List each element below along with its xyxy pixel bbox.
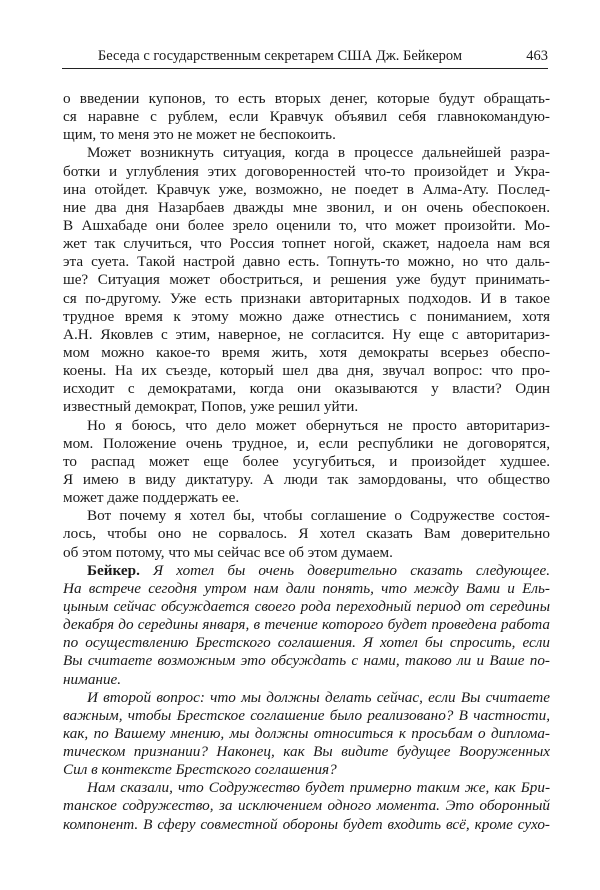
page-body-text [63, 90, 550, 834]
text-line [63, 126, 550, 144]
text-line [63, 616, 550, 634]
text-line-content: ше? Ситуация может обостриться, и решения уже будут принимать- [63, 271, 550, 289]
running-header [62, 46, 548, 69]
text-line-content: ся наравне с рублем, если Кравчук объявил себя главнокомандую- [63, 108, 550, 126]
speaker-name: Бейкер. [87, 561, 140, 579]
text-line [63, 598, 550, 616]
text-line [63, 652, 550, 670]
text-line [63, 308, 550, 326]
text-line-content: мом можно какое-то время жить, хотя демократы всерьез обеспо- [63, 343, 550, 361]
text-line-content: то распад может еще более усугубиться, и произойдет худшее. [63, 452, 550, 470]
text-line [63, 816, 550, 834]
text-line-content: компонент. В сферу совместной обороны будет входить всё, кроме сухо- [63, 815, 550, 833]
text-line-content: как, по Вашему мнению, мы должны относиться к просьбам о диплома- [63, 724, 550, 742]
text-line-content: Нам сказали, что Содружество будет примерно таким же, как Бри- [87, 779, 550, 797]
text-line-content: трудное время к этому можно даже отнестись с пониманием, хотя [63, 307, 550, 325]
text-line-content: щим, то меня это не может не беспокоить. [63, 126, 336, 144]
text-line-content: декабря до середины января, в течение которого будет проведена работа [63, 616, 550, 634]
text-line [63, 453, 550, 471]
text-line [63, 580, 550, 598]
text-line [63, 253, 550, 271]
text-line-content: Я хотел бы очень доверительно сказать следующее. [139, 561, 550, 579]
text-line [63, 507, 550, 525]
text-line [63, 163, 550, 181]
text-line [63, 797, 550, 815]
text-line-content: цыным сейчас обсуждается своего рода переходный период от середины [63, 597, 550, 615]
text-line [63, 344, 550, 362]
text-line [63, 725, 550, 743]
text-line [63, 217, 550, 235]
text-line-content: важным, чтобы Брестское соглашение было реализовано? В частности, [63, 706, 550, 724]
text-line-content: Вы считаете возможным это обсуждать с нами, таково ли и Ваше по- [63, 652, 550, 670]
text-line [63, 235, 550, 253]
text-line [63, 181, 550, 199]
text-line [63, 779, 550, 797]
text-line-content: Вот почему я хотел бы, чтобы соглашение о Содружестве состоя- [87, 507, 550, 525]
text-line-content: жет так случиться, что Россия топнет ногой, скажет, надоела нам вся [63, 235, 550, 253]
text-line [63, 471, 550, 489]
text-line [63, 562, 550, 580]
text-line [63, 362, 550, 380]
text-line [63, 144, 550, 162]
text-line-content: по осуществлению Брестского соглашения. Я хотел бы спросить, если [63, 634, 550, 652]
text-line-content: лось, чтобы оно не сорвалось. Я хотел сказать Вам доверительно [63, 525, 550, 543]
text-line [63, 271, 550, 289]
text-line-content: И второй вопрос: что мы должны делать сейчас, если Вы считаете [87, 688, 550, 706]
text-line-content: ина отойдет. Кравчук уже, возможно, не поедет в Алма-Ату. Послед- [63, 180, 550, 198]
text-line-content: известный демократ, Попов, уже решил уйти. [63, 398, 359, 416]
text-line-content: тическом признании? Наконец, как Вы видите будущее Вооруженных [63, 743, 550, 761]
text-line [63, 707, 550, 725]
text-line [63, 544, 550, 562]
text-line [63, 743, 550, 761]
text-line-content: ся по-другому. Уже есть признаки авторитарных подходов. И в такое [63, 289, 550, 307]
running-header-title: Беседа с государственным секретарем США Дж. Бейкером [97, 48, 463, 64]
text-line-content: об этом потому, что мы сейчас все об этом думаем. [63, 543, 393, 561]
text-line [63, 689, 550, 707]
text-line-content: Но я боюсь, что дело может обернуться не просто авторитариз- [87, 416, 550, 434]
text-line-content: мом. Положение очень трудное, и, если республики не договорятся, [63, 434, 550, 452]
text-line [63, 435, 550, 453]
text-line-content: ние два дня Назарбаев дважды мне звонил, и он очень обеспокоен. [63, 198, 550, 216]
text-line [63, 398, 550, 416]
text-line-content: Я имею в виду диктатуру. А люди так замордованы, что общество [63, 470, 550, 488]
text-line [63, 761, 550, 779]
text-line-content: коены. На их съезде, который шел два дня, звучал вопрос: что про- [63, 362, 550, 380]
text-line [63, 199, 550, 217]
text-line-content: В Ашхабаде они более зрело оценили то, что может произойти. Мо- [63, 216, 550, 234]
text-line-content: танское содружество, за исключением одного момента. Это оборонный [63, 797, 550, 815]
text-line-content: ботки и углубления этих договоренностей что-то произойдет и Укра- [63, 162, 550, 180]
text-line [63, 671, 550, 689]
text-line [63, 525, 550, 543]
text-line [63, 90, 550, 108]
text-line [63, 326, 550, 344]
text-line [63, 380, 550, 398]
text-line [63, 290, 550, 308]
text-line-content: может даже поддержать ее. [63, 489, 240, 507]
text-line-content: о введении купонов, то есть вторых денег, которые будут обращать- [63, 90, 550, 107]
text-line-content: На встрече сегодня утром нам дали понять, что между Вами и Ель- [63, 579, 550, 597]
text-line [63, 108, 550, 126]
text-line [63, 417, 550, 435]
text-line [63, 634, 550, 652]
page-number: 463 [526, 48, 548, 64]
text-line-content: нимание. [63, 670, 122, 688]
text-line-content: Сил в контексте Брестского соглашения? [63, 761, 337, 779]
text-line [63, 489, 550, 507]
text-line-content: эта суета. Такой настрой давно есть. Топнуть-то можно, но что даль- [63, 253, 550, 271]
text-line-content: Может возникнуть ситуация, когда в процессе дальнейшей разра- [87, 144, 550, 162]
text-line-content: исходит с демократами, когда они оказываются у власти? Один [63, 380, 550, 398]
text-line-content: А.Н. Яковлев с этим, наверное, не согласится. Ну еще с авторитариз- [63, 325, 550, 343]
